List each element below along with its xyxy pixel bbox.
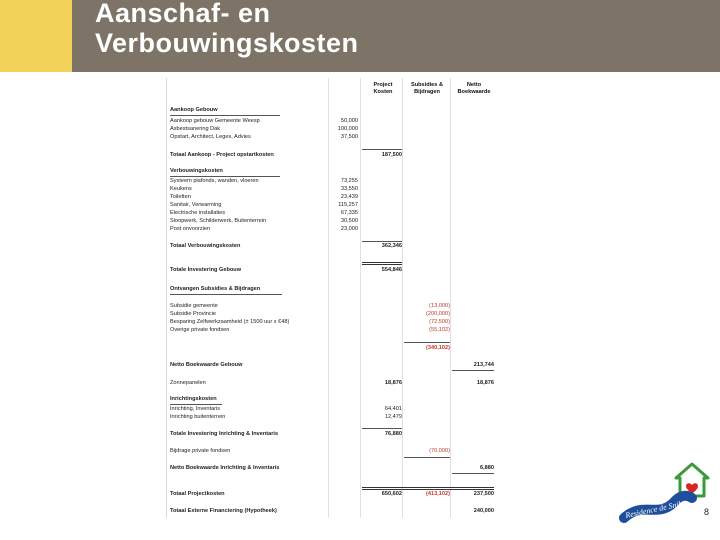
slide-title bbox=[95, 0, 359, 58]
line-item: Subsidie gemeente bbox=[170, 303, 218, 309]
line-item: Systeem plafonds, wanden, vloeren bbox=[170, 178, 259, 184]
line-value: 23,439 bbox=[340, 194, 358, 200]
header-accent-block bbox=[0, 0, 72, 72]
line-value: (200,000) bbox=[426, 311, 450, 317]
column-header-project-kosten: Project Kosten bbox=[373, 82, 393, 95]
line-item: Overige private fondsen bbox=[170, 327, 230, 333]
line-item: Sanitair, Verwarming bbox=[170, 202, 222, 208]
column-divider bbox=[450, 78, 451, 518]
line-value: 33,550 bbox=[340, 186, 358, 192]
line-value: 73,255 bbox=[340, 178, 358, 184]
line-value: 50,000 bbox=[340, 118, 358, 124]
total-rule bbox=[362, 487, 494, 490]
title-line-2: Verbouwingskosten bbox=[95, 28, 359, 58]
total-label: Totaal Verbouwingskosten bbox=[170, 243, 241, 249]
line-value: (13,000) bbox=[429, 303, 450, 309]
total-value: 650,602 bbox=[381, 491, 402, 497]
line-item: Asbestsanering Dak bbox=[170, 126, 221, 132]
line-value: (72,500) bbox=[429, 319, 450, 325]
total-label: Totaal Externe Financiering (Hypotheek) bbox=[170, 508, 277, 514]
total-rule bbox=[404, 457, 450, 458]
total-value: 76,880 bbox=[384, 431, 402, 437]
total-label: Netto Boekwaarde Inrichting & Inventaris bbox=[170, 465, 280, 471]
section-heading-subsidies: Ontvangen Subsidies & Bijdragen bbox=[170, 286, 261, 292]
line-value: (70,000) bbox=[429, 448, 450, 454]
logo-text: Residence de Snik bbox=[624, 499, 683, 520]
heading-rule bbox=[170, 404, 222, 405]
line-value: 67,335 bbox=[340, 210, 358, 216]
line-item: Opstart, Architect, Leges, Advies bbox=[170, 134, 251, 140]
heading-rule bbox=[170, 294, 282, 295]
line-item: Aankoop gebouw Gemeente Weesp bbox=[170, 118, 260, 124]
section-heading-aankoop: Aankoop Gebouw bbox=[170, 107, 218, 113]
line-value: 115,257 bbox=[338, 202, 358, 208]
line-value: 64,401 bbox=[384, 406, 402, 412]
line-item: Post onvoorzien bbox=[170, 226, 211, 232]
heading-rule bbox=[170, 176, 280, 177]
total-value: 240,000 bbox=[473, 508, 494, 514]
line-item: Inrichting, Inventaris bbox=[170, 406, 221, 412]
column-header-netto: Netto Boekwaarde bbox=[457, 82, 491, 95]
total-rule bbox=[362, 428, 402, 429]
total-label: Totaal Aankoop - Project opstartkosten bbox=[170, 152, 274, 158]
total-value: 362,346 bbox=[381, 243, 402, 249]
total-label: Totale Investering Inrichting & Inventaris bbox=[170, 431, 279, 437]
line-value: 100,000 bbox=[337, 126, 358, 132]
total-rule bbox=[404, 342, 450, 343]
residence-logo bbox=[614, 460, 710, 524]
line-value: 30,500 bbox=[340, 218, 358, 224]
total-label: Totaal Projectkosten bbox=[170, 491, 225, 497]
total-value: (340,102) bbox=[426, 345, 450, 351]
section-heading-verbouwing: Verbouwingskosten bbox=[170, 168, 223, 174]
line-value: 18,876 bbox=[384, 380, 402, 386]
line-value: (55,102) bbox=[429, 327, 450, 333]
heading-rule bbox=[170, 115, 280, 116]
total-rule bbox=[362, 241, 402, 242]
total-label: Totale Investering Gebouw bbox=[170, 267, 242, 273]
column-divider bbox=[328, 78, 329, 518]
total-value: 554,846 bbox=[381, 267, 402, 273]
line-item: Electrische installaties bbox=[170, 210, 226, 216]
line-value: 23,000 bbox=[340, 226, 358, 232]
total-value: 6,880 bbox=[480, 465, 494, 471]
line-item: Subsidie Provincie bbox=[170, 311, 217, 317]
total-rule bbox=[362, 149, 402, 150]
total-value: 187,500 bbox=[381, 152, 402, 158]
total-value: (413,102) bbox=[426, 491, 450, 497]
section-heading-inrichting: Inrichtingskosten bbox=[170, 396, 217, 402]
line-item: Zonnepanelen bbox=[170, 380, 206, 386]
total-rule bbox=[362, 262, 402, 265]
house-heart-icon bbox=[614, 460, 710, 524]
total-rule bbox=[452, 370, 494, 371]
line-item: Inrichting buitenterrein bbox=[170, 414, 226, 420]
total-value: 237,500 bbox=[473, 491, 494, 497]
title-line-1: Aanschaf- en bbox=[95, 0, 271, 28]
column-divider bbox=[402, 78, 403, 518]
line-item: Sloopwerk, Schilderwerk, Buitenterrein bbox=[170, 218, 267, 224]
column-divider bbox=[360, 78, 361, 518]
line-item: Besparing Zelfwerkzaamheid (± 1500 uur x €48) bbox=[170, 319, 290, 325]
total-value: 213,744 bbox=[473, 362, 494, 368]
total-label: Netto Boekwaarde Gebouw bbox=[170, 362, 243, 368]
line-value: 18,876 bbox=[476, 380, 494, 386]
line-value: 37,500 bbox=[340, 134, 358, 140]
line-item: Bijdrage private fondsen bbox=[170, 448, 231, 454]
total-rule bbox=[452, 473, 494, 474]
column-header-subsidies: Subsidies & Bijdragen bbox=[410, 82, 444, 95]
line-item: Toiletten bbox=[170, 194, 191, 200]
line-item: Keukens bbox=[170, 186, 192, 192]
line-value: 12,479 bbox=[384, 414, 402, 420]
page-number: 8 bbox=[704, 507, 710, 517]
